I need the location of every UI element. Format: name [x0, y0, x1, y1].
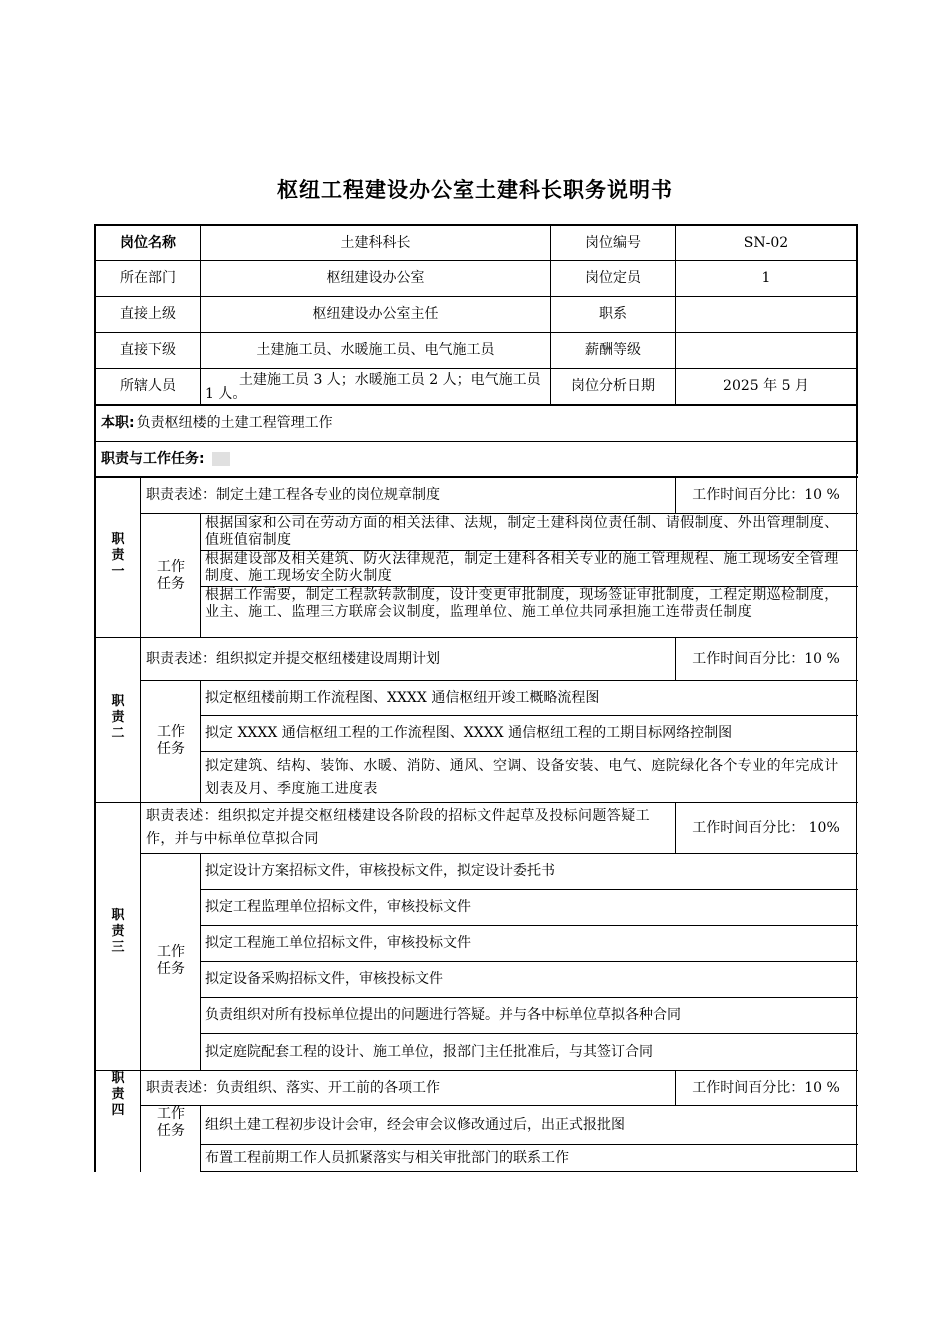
- position-no-label: 岗位编号: [585, 234, 641, 251]
- headcount-value: 1: [761, 270, 771, 286]
- duty-2-task-label: 工作任务: [157, 724, 185, 757]
- table-right-border: [856, 224, 858, 474]
- duty-2-desc: 职责表述：组织拟定并提交枢纽楼建设周期计划: [146, 650, 440, 667]
- duty-4-task-1: 组织土建工程初步设计会审，经会审会议修改通过后，出正式报批图: [205, 1116, 625, 1133]
- page-title: 枢纽工程建设办公室土建科长职务说明书: [277, 178, 673, 202]
- salary-value: [676, 333, 856, 368]
- duty-4-task-2: 布置工程前期工作人员抓紧落实与相关审批部门的联系工作: [205, 1149, 569, 1166]
- duty-1-task-1: 根据国家和公司在劳动方面的相关法律、法规，制定土建科岗位责任制、请假制度、外出管理制度、值班值宿制度: [205, 515, 839, 548]
- duty-1-task-3: 根据工作需要，制定工程款转款制度，设计变更审批制度，现场签证审批制度，工程定期巡检制度，业主、施工、监理三方联席会议制度，监理单位、施工单位共同承担施工连带责任制度: [205, 587, 839, 620]
- subordinate-value: 土建施工员、水暖施工员、电气施工员: [256, 342, 495, 358]
- staff-text: 土建施工员 3 人；水暖施工员 2 人；电气施工员 1 人。: [205, 371, 541, 402]
- duty-2-task-3: 拟定建筑、结构、装饰、水暖、消防、通风、空调、设备安装、电气、庭院绿化各个专业的年完成计划表及月、季度施工进度表: [205, 758, 839, 797]
- duty-1-label: 职责一: [111, 532, 125, 579]
- duty-1-task-label: 工作任务: [157, 559, 185, 592]
- staff-value: [201, 369, 550, 404]
- duty-3-task-3: 拟定工程施工单位招标文件，审核投标文件: [205, 935, 471, 951]
- core-duty-text: 负责枢纽楼的土建工程管理工作: [136, 415, 333, 431]
- salary-label: 薪酬等级: [585, 342, 641, 358]
- subordinate-label: 直接下级: [120, 342, 176, 358]
- duty-3-task-2: 拟定工程监理单位招标文件，审核投标文件: [205, 899, 471, 915]
- duty-3-label: 职责三: [111, 908, 125, 955]
- duty-4-pct: 工作时间百分比：10 %: [692, 1079, 840, 1096]
- position-name-label: 岗位名称: [120, 234, 176, 251]
- series-label: 职系: [599, 306, 627, 322]
- row-line: [200, 1171, 858, 1172]
- duty-1-desc: 职责表述：制定土建工程各专业的岗位规章制度: [146, 487, 440, 503]
- duty-2-task-1: 拟定枢纽楼前期工作流程图、XXXX 通信枢纽开竣工概略流程图: [205, 689, 600, 706]
- duty-4-task-label: 工作任务: [157, 1106, 185, 1139]
- duty-3-desc: 职责表述：组织拟定并提交枢纽楼建设各阶段的招标文件起草及投标问题答疑工作，并与中标单位草拟合同: [146, 808, 650, 847]
- duty-1-pct: 工作时间百分比：10 %: [692, 487, 840, 503]
- duty-3-task-4: 拟定设备采购招标文件，审核投标文件: [205, 971, 443, 987]
- duty-2-task-2: 拟定 XXXX 通信枢纽工程的工作流程图、XXXX 通信枢纽工程的工期目标网络控制图: [205, 725, 733, 741]
- table-right-border-lower: [856, 474, 857, 1172]
- staff-label: 所辖人员: [120, 378, 176, 394]
- headcount-label: 岗位定员: [585, 270, 641, 286]
- core-duty-row: [96, 406, 856, 441]
- superior-label: 直接上级: [120, 306, 176, 322]
- duty-2-pct: 工作时间百分比：10 %: [692, 650, 840, 667]
- department-value: 枢纽建设办公室: [326, 270, 425, 286]
- series-value: [676, 297, 856, 332]
- duty-4-label: 职责四: [111, 1071, 125, 1118]
- duty-3-task-5: 负责组织对所有投标单位提出的问题进行答疑。并与各中标单位草拟各种合同: [205, 1007, 681, 1023]
- duty-1-task-2: 根据建设部及相关建筑、防火法律规范，制定土建科各相关专业的施工管理规程、施工现场安全管理制度、施工现场安全防火制度: [205, 551, 839, 584]
- duty-3-task-1: 拟定设计方案招标文件，审核投标文件，拟定设计委托书: [205, 863, 555, 879]
- row-line: [200, 751, 858, 752]
- duty-3-task-6: 拟定庭院配套工程的设计、施工单位，报部门主任批准后，与其签订合同: [205, 1043, 653, 1060]
- duty-4-desc: 职责表述：负责组织、落实、开工前的各项工作: [146, 1079, 440, 1096]
- duty-3-pct: 工作时间百分比： 10%: [692, 819, 840, 836]
- duty-3-task-label: 工作任务: [157, 944, 185, 977]
- row-line: [140, 513, 858, 514]
- analysis-date-value: 2025 年 5 月: [723, 378, 809, 394]
- department-label: 所在部门: [120, 270, 176, 286]
- core-duty-label: 本职:: [101, 415, 135, 431]
- duty-2-label: 职责二: [111, 694, 125, 741]
- duties-heading: 职责与工作任务:: [101, 450, 205, 467]
- position-name-value: 土建科科长: [340, 234, 411, 251]
- analysis-date-label: 岗位分析日期: [571, 378, 655, 394]
- superior-value: 枢纽建设办公室主任: [312, 306, 439, 322]
- position-no-value: SN-02: [743, 234, 789, 251]
